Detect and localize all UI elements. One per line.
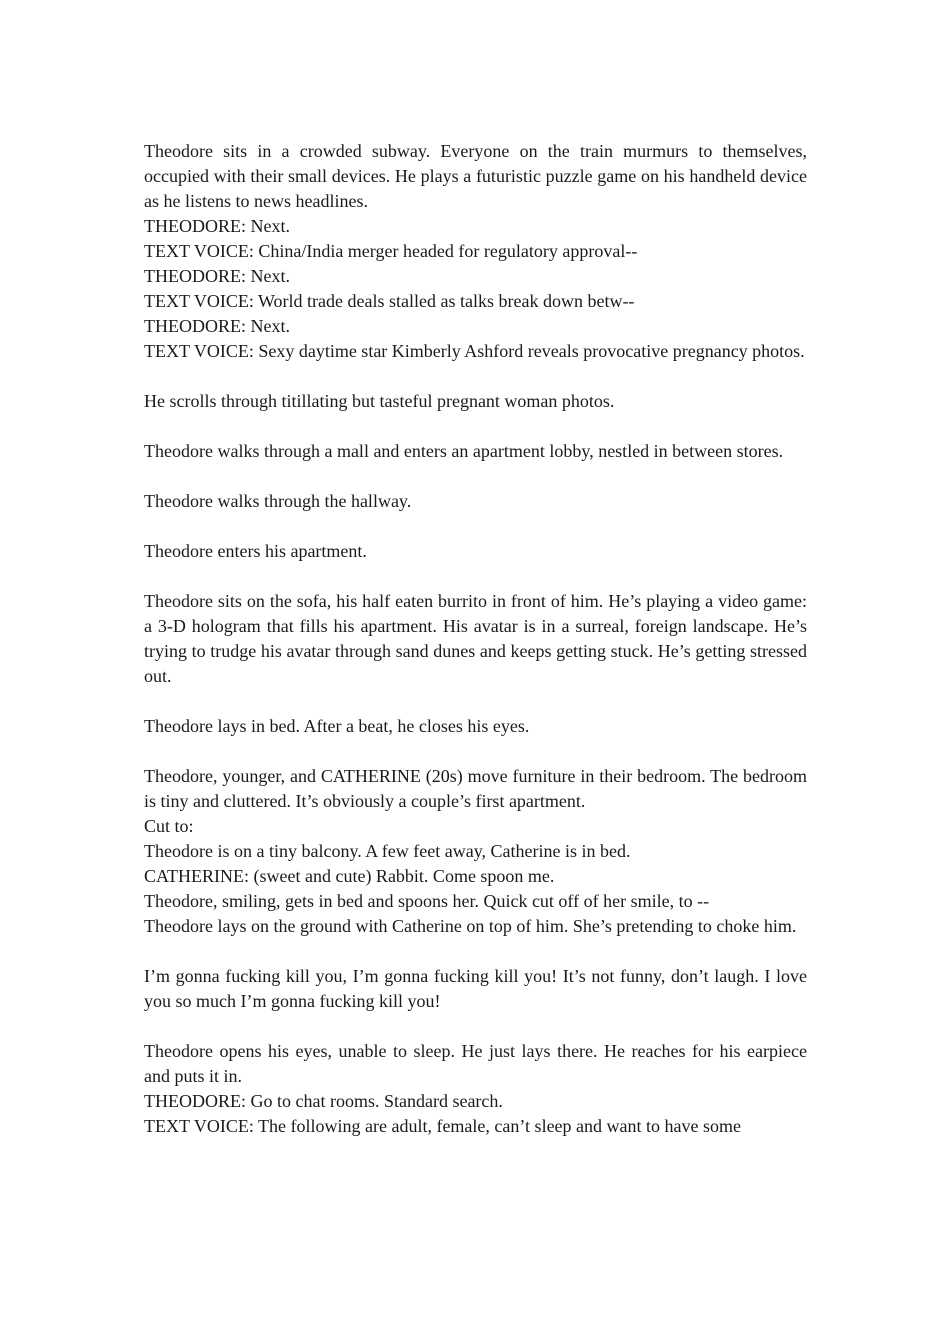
text-line: Theodore, younger, and CATHERINE (20s) move furniture in their bedroom. The bedroom is tiny and cluttered. It’s obviously a couple’s first apartment.: [144, 766, 807, 811]
text-line: Theodore walks through the hallway.: [144, 491, 412, 511]
paragraph-hallway: [144, 489, 807, 514]
text-line: TEXT VOICE: The following are adult, female, can’t sleep and want to have some: [144, 1116, 741, 1136]
paragraph-bed: [144, 714, 807, 739]
paragraph-catherine: [144, 764, 807, 939]
text-line: Cut to:: [144, 816, 194, 836]
paragraph-dialogue: [144, 964, 807, 1014]
text-line: Theodore opens his eyes, unable to sleep. He just lays there. He reaches for his earpiece and puts it in.: [144, 1041, 807, 1086]
paragraph-photos: [144, 389, 807, 414]
text-line: THEODORE: Next.: [144, 266, 290, 286]
paragraph-apartment: [144, 539, 807, 564]
paragraph-chat-rooms: [144, 1039, 807, 1139]
screenplay-text: [144, 139, 807, 1139]
text-line: I’m gonna fucking kill you, I’m gonna fucking kill you! It’s not funny, don’t laugh. I love you so much I’m gonna fucking kill you!: [144, 966, 807, 1011]
text-line: He scrolls through titillating but tasteful pregnant woman photos.: [144, 391, 615, 411]
text-line: Theodore, smiling, gets in bed and spoons her. Quick cut off of her smile, to --: [144, 891, 710, 911]
text-line: TEXT VOICE: China/India merger headed for regulatory approval--: [144, 241, 638, 261]
text-line: THEODORE: Next.: [144, 216, 290, 236]
text-line: Theodore sits on the sofa, his half eaten burrito in front of him. He’s playing a video game: a 3-D hologram that fills his apartment. His avatar is in a surreal, foreign landscape. He’s trying to trudge his avatar through sand dunes and keeps getting stuck. He’s getting stressed out.: [144, 591, 807, 686]
text-line: THEODORE: Go to chat rooms. Standard search.: [144, 1091, 503, 1111]
text-line: Theodore walks through a mall and enters an apartment lobby, nestled in between stores.: [144, 441, 784, 461]
text-line: TEXT VOICE: World trade deals stalled as talks break down betw--: [144, 291, 635, 311]
text-line: THEODORE: Next.: [144, 316, 290, 336]
text-line: Theodore is on a tiny balcony. A few feet away, Catherine is in bed.: [144, 841, 631, 861]
text-line: Theodore lays on the ground with Catherine on top of him. She’s pretending to choke him.: [144, 916, 797, 936]
text-line: Theodore lays in bed. After a beat, he closes his eyes.: [144, 716, 530, 736]
paragraph-sofa: [144, 589, 807, 689]
text-line: CATHERINE: (sweet and cute) Rabbit. Come spoon me.: [144, 866, 555, 886]
text-line: Theodore sits in a crowded subway. Everyone on the train murmurs to themselves, occupied with their small devices. He plays a futuristic puzzle game on his handheld device as he listens to news headlines.: [144, 141, 807, 211]
paragraph-mall: [144, 439, 807, 464]
paragraph-subway: [144, 139, 807, 364]
text-line: TEXT VOICE: Sexy daytime star Kimberly Ashford reveals provocative pregnancy photos.: [144, 341, 805, 361]
text-line: Theodore enters his apartment.: [144, 541, 367, 561]
